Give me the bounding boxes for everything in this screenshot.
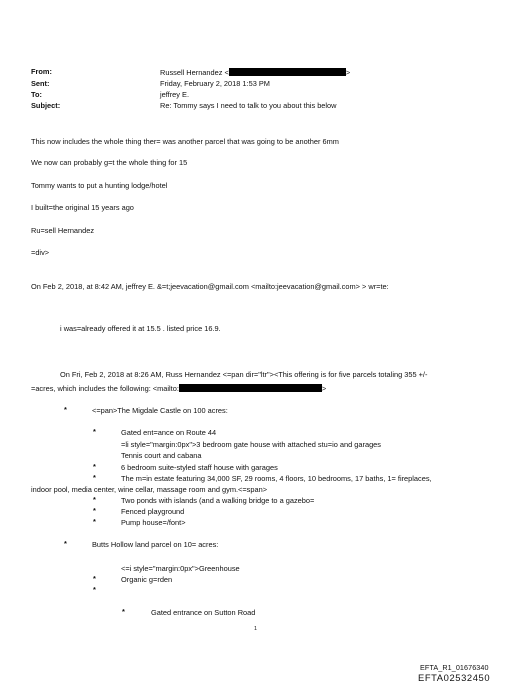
footer-id-2: EFTA02532450 [418, 672, 491, 683]
bullet-icon: * [64, 539, 67, 548]
list-item: The m=in estate featuring 34,000 SF, 29 rooms, 4 floors, 10 bedrooms, 17 baths, 1= fireplaces, [121, 474, 432, 483]
list-item: Organic g=rden [121, 575, 173, 584]
list-item: =li style="margin:0px">3 bedroom gate house with attached stu=io and garages [121, 440, 381, 449]
list-item: Gated entrance on Sutton Road [151, 608, 256, 617]
body-line-3: Tommy wants to put a hunting lodge/hotel [31, 181, 168, 190]
body-line-2: We now can probably g=t the whole thing for 15 [31, 158, 188, 167]
bullet-icon: * [93, 506, 96, 515]
bullet-icon: * [93, 427, 96, 436]
page-number: 1 [254, 626, 258, 632]
redaction-bar [179, 384, 322, 392]
list-item: <=i style="margin:0px">Greenhouse [121, 564, 240, 573]
quoted-header-1: On Feb 2, 2018, at 8:42 AM, jeffrey E. &=t;jeevacation@gmail.com <mailto:jeevacation@gmail.com> > wr=te: [31, 282, 389, 291]
signature-name: Ru=sell Hernandez [31, 226, 95, 235]
bullet-icon: * [93, 473, 96, 482]
bullet-icon: * [122, 607, 125, 616]
list-item: Tennis court and cabana [121, 451, 202, 460]
from-suffix: > [345, 68, 351, 77]
subject-value: Re: Tommy says I need to talk to you about this below [160, 101, 337, 110]
list-item: 6 bedroom suite-styled staff house with garages [121, 463, 278, 472]
from-name: Russell Hernandez < [160, 68, 229, 77]
to-value: jeffrey E. [160, 90, 190, 99]
redaction-bar [229, 68, 346, 76]
bullet-icon: * [93, 585, 96, 594]
acres-text: =acres, which includes the following: <mailto: [31, 384, 179, 393]
bullet-icon: * [93, 574, 96, 583]
body-line-1: This now includes the whole thing ther= was another parcel that was going to be another 6mm [31, 137, 339, 146]
bullet-icon: * [93, 462, 96, 471]
quoted-header-2-cont [31, 384, 326, 392]
footer-id-1: EFTA_R1_01676340 [420, 663, 489, 672]
quoted-header-2: On Fri, Feb 2, 2018 at 8:26 AM, Russ Hernandez <=pan dir="ltr"><This offering is for five parcels totaling 355 +/- [60, 370, 428, 379]
to-label: To: [31, 90, 42, 99]
body-line-div: =div> [31, 248, 50, 257]
quoted-reply: i was=already offered it at 15.5 . listed price 16.9. [60, 324, 221, 333]
list-item: Two ponds with islands (and a walking bridge to a gazebo= [121, 496, 315, 505]
bullet-icon: * [64, 405, 67, 414]
bullet-icon: * [93, 517, 96, 526]
sent-label: Sent: [31, 79, 50, 88]
acres-suffix: > [321, 384, 327, 393]
body-line-4: I built=the original 15 years ago [31, 203, 134, 212]
list-item-butts: Butts Hollow land parcel on 10= acres: [92, 540, 219, 549]
list-item-castle: <=pan>The Migdale Castle on 100 acres: [92, 406, 228, 415]
list-item-cont: indoor pool, media center, wine cellar, massage room and gym.<=span> [31, 485, 268, 494]
list-item: Pump house=/font> [121, 518, 186, 527]
list-item: Gated ent=ance on Route 44 [121, 428, 217, 437]
list-item: Fenced playground [121, 507, 185, 516]
from-value [160, 68, 350, 76]
subject-label: Subject: [31, 101, 61, 110]
bullet-icon: * [93, 495, 96, 504]
from-label: From: [31, 67, 52, 76]
sent-value: Friday, February 2, 2018 1:53 PM [160, 79, 270, 88]
